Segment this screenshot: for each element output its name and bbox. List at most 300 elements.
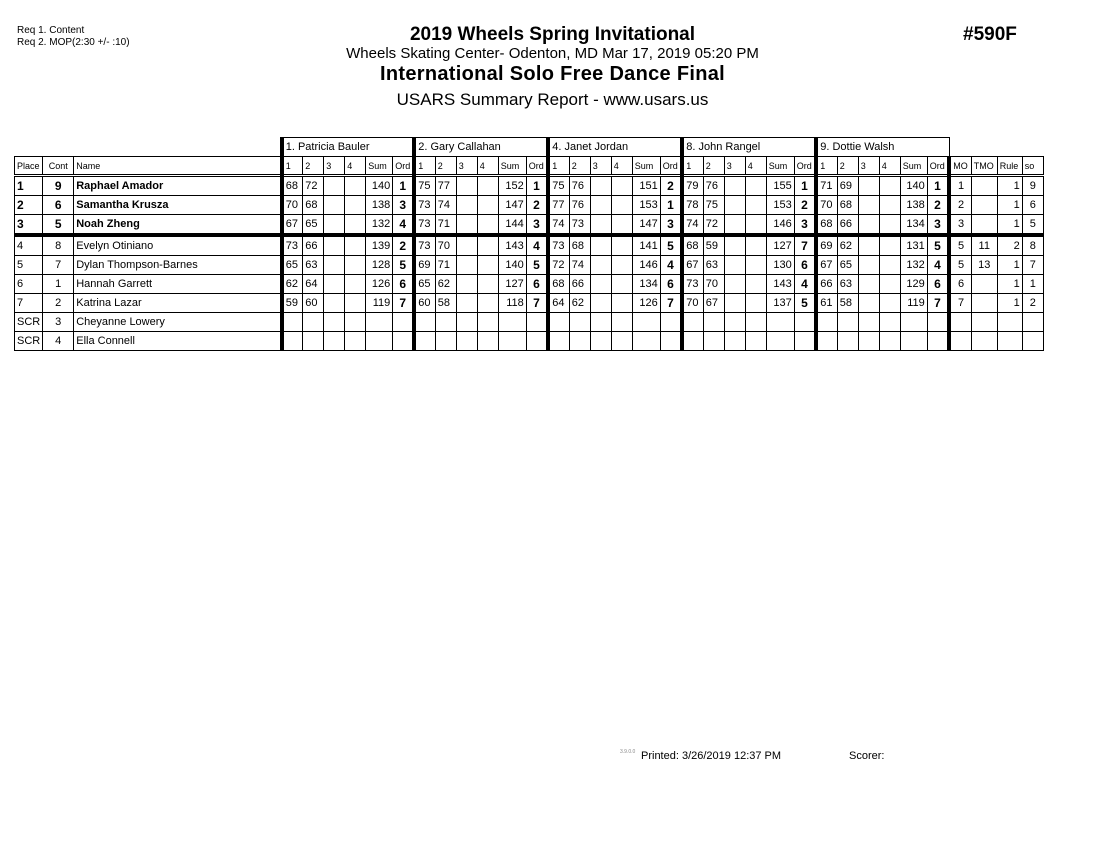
- judge4-s3-cell: [724, 275, 745, 294]
- judge3-s2-cell: [569, 313, 590, 332]
- judge3-ord-cell: 5: [660, 235, 682, 256]
- judge2-s2-cell: 71: [435, 215, 456, 236]
- judge3-s1-cell: 74: [548, 215, 569, 236]
- place-cell: 4: [15, 235, 43, 256]
- judge1-s1-cell: [282, 332, 303, 351]
- judge4-s1-cell: 78: [682, 196, 703, 215]
- judge4-sum-cell: 155: [766, 176, 794, 196]
- judge5-s1-cell: 67: [816, 256, 837, 275]
- requirement-2: Req 2. MOP(2:30 +/- :10): [17, 37, 130, 48]
- cont-cell: 1: [43, 275, 74, 294]
- judge2-s1-cell: [414, 332, 435, 351]
- name-cell: Hannah Garrett: [74, 275, 282, 294]
- judge4-s3-cell: [724, 313, 745, 332]
- event-title: International Solo Free Dance Final: [379, 63, 725, 85]
- judge4-s2-cell: [703, 332, 724, 351]
- judge2-ord-cell: 1: [526, 176, 548, 196]
- judge2-s2-cell: 58: [435, 294, 456, 313]
- judge2-s2-cell: 62: [435, 275, 456, 294]
- judge1-sum-cell: 138: [366, 196, 393, 215]
- judge4-s4-cell: [745, 215, 766, 236]
- judge1-s4-cell: [345, 332, 366, 351]
- judge2-s2-cell: 77: [435, 176, 456, 196]
- judge5-s3-cell: [858, 196, 879, 215]
- judge2-s3-cell: [456, 196, 477, 215]
- judge3-s1-cell: 68: [548, 275, 569, 294]
- judge1-s3-cell: [324, 215, 345, 236]
- judge4-s3-cell: [724, 332, 745, 351]
- col-header-rule: Rule: [997, 157, 1022, 176]
- judge2-sum-cell: 140: [498, 256, 526, 275]
- judge1-s3-cell: [324, 294, 345, 313]
- col-header-name: Name: [74, 157, 282, 176]
- judge5-s4-cell: [879, 275, 900, 294]
- judge5-sum-cell: 129: [900, 275, 927, 294]
- judge5-s1-cell: [816, 313, 837, 332]
- judge1-ord-cell: 3: [393, 196, 415, 215]
- judge4-s4-cell: [745, 332, 766, 351]
- judge2-s3-cell: [456, 256, 477, 275]
- judge4-s4-cell: [745, 196, 766, 215]
- rule-cell: 1: [997, 196, 1022, 215]
- judge5-sum-cell: 131: [900, 235, 927, 256]
- judge2-s3-cell: [456, 275, 477, 294]
- judge2-s3-cell: [456, 332, 477, 351]
- judge1-ord-cell: 5: [393, 256, 415, 275]
- col-header-judge5-sum: Sum: [900, 157, 927, 176]
- col-header-judge3-s3: 3: [590, 157, 611, 176]
- judge3-s1-cell: [548, 332, 569, 351]
- rule-cell: 1: [997, 275, 1022, 294]
- cont-cell: 7: [43, 256, 74, 275]
- place-cell: 7: [15, 294, 43, 313]
- judge3-s3-cell: [590, 256, 611, 275]
- judge2-s2-cell: 74: [435, 196, 456, 215]
- judge3-s3-cell: [590, 176, 611, 196]
- requirement-1: Req 1. Content: [17, 25, 85, 36]
- col-header-judge2-s3: 3: [456, 157, 477, 176]
- judge5-s2-cell: 69: [837, 176, 858, 196]
- judge5-s4-cell: [879, 313, 900, 332]
- name-cell: Ella Connell: [74, 332, 282, 351]
- name-cell: Cheyanne Lowery: [74, 313, 282, 332]
- tmo-cell: [971, 275, 997, 294]
- judge3-s4-cell: [611, 313, 632, 332]
- col-header-judge1-s2: 2: [303, 157, 324, 176]
- judge2-s2-cell: [435, 313, 456, 332]
- judge2-sum-cell: [498, 332, 526, 351]
- judge2-sum-cell: 147: [498, 196, 526, 215]
- col-header-judge2-s1: 1: [414, 157, 435, 176]
- judge3-sum-cell: 146: [632, 256, 660, 275]
- judge4-s1-cell: 79: [682, 176, 703, 196]
- judge3-s2-cell: 73: [569, 215, 590, 236]
- name-cell: Raphael Amador: [74, 176, 282, 196]
- judge5-ord-cell: 4: [927, 256, 949, 275]
- so-cell: [1022, 332, 1043, 351]
- judge5-s4-cell: [879, 235, 900, 256]
- table-row: [15, 332, 1044, 351]
- judge1-sum-cell: 140: [366, 176, 393, 196]
- judge5-sum-cell: [900, 332, 927, 351]
- judge1-s3-cell: [324, 275, 345, 294]
- judge3-s1-cell: 75: [548, 176, 569, 196]
- judge4-s1-cell: 68: [682, 235, 703, 256]
- judge3-s1-cell: 72: [548, 256, 569, 275]
- judge4-s3-cell: [724, 235, 745, 256]
- judge5-s2-cell: 65: [837, 256, 858, 275]
- judge3-s1-cell: 73: [548, 235, 569, 256]
- place-cell: 6: [15, 275, 43, 294]
- name-cell: Evelyn Otiniano: [74, 235, 282, 256]
- judge4-s4-cell: [745, 313, 766, 332]
- judge1-s4-cell: [345, 275, 366, 294]
- judge2-s1-cell: [414, 313, 435, 332]
- cont-cell: 9: [43, 176, 74, 196]
- judge2-s1-cell: 69: [414, 256, 435, 275]
- judge5-s2-cell: 68: [837, 196, 858, 215]
- col-header-judge3-s1: 1: [548, 157, 569, 176]
- judge4-s3-cell: [724, 256, 745, 275]
- col-header-judge4-s1: 1: [682, 157, 703, 176]
- judge3-s1-cell: 64: [548, 294, 569, 313]
- judge5-ord-cell: 2: [927, 196, 949, 215]
- judge1-s1-cell: 67: [282, 215, 303, 236]
- judge3-s3-cell: [590, 235, 611, 256]
- judge2-s4-cell: [477, 332, 498, 351]
- judge4-s4-cell: [745, 176, 766, 196]
- judge3-s2-cell: 74: [569, 256, 590, 275]
- judge3-s4-cell: [611, 332, 632, 351]
- judge3-s2-cell: 66: [569, 275, 590, 294]
- judge-4-name: 8. John Rangel: [682, 138, 816, 157]
- judge2-s1-cell: 73: [414, 215, 435, 236]
- judge3-ord-cell: 3: [660, 215, 682, 236]
- judge5-ord-cell: [927, 332, 949, 351]
- judge5-s4-cell: [879, 176, 900, 196]
- judge1-s1-cell: [282, 313, 303, 332]
- judge5-s3-cell: [858, 332, 879, 351]
- tmo-cell: [971, 176, 997, 196]
- so-cell: 5: [1022, 215, 1043, 236]
- col-header-judge5-s1: 1: [816, 157, 837, 176]
- judge4-s1-cell: 67: [682, 256, 703, 275]
- judge5-s1-cell: 70: [816, 196, 837, 215]
- place-cell: 3: [15, 215, 43, 236]
- judge4-s2-cell: [703, 313, 724, 332]
- judge5-s2-cell: 62: [837, 235, 858, 256]
- judge1-s2-cell: 72: [303, 176, 324, 196]
- col-header-judge2-s4: 4: [477, 157, 498, 176]
- mo-cell: 6: [949, 275, 971, 294]
- judge4-ord-cell: 4: [794, 275, 816, 294]
- judge1-s3-cell: [324, 176, 345, 196]
- judge4-s2-cell: 72: [703, 215, 724, 236]
- place-cell: 1: [15, 176, 43, 196]
- judge3-sum-cell: 126: [632, 294, 660, 313]
- col-header-so: so: [1022, 157, 1043, 176]
- mo-cell: 5: [949, 256, 971, 275]
- judge3-sum-cell: 153: [632, 196, 660, 215]
- tmo-cell: [971, 215, 997, 236]
- judge5-sum-cell: 132: [900, 256, 927, 275]
- judge3-sum-cell: 134: [632, 275, 660, 294]
- place-cell: SCR: [15, 332, 43, 351]
- judge1-sum-cell: 132: [366, 215, 393, 236]
- col-header-judge2-sum: Sum: [498, 157, 526, 176]
- judge1-ord-cell: 2: [393, 235, 415, 256]
- judge5-s3-cell: [858, 256, 879, 275]
- judge1-s4-cell: [345, 176, 366, 196]
- judge3-s3-cell: [590, 275, 611, 294]
- judge5-s2-cell: [837, 332, 858, 351]
- judge5-s2-cell: 66: [837, 215, 858, 236]
- judge3-sum-cell: 141: [632, 235, 660, 256]
- judge2-s4-cell: [477, 313, 498, 332]
- judge4-s1-cell: 74: [682, 215, 703, 236]
- tmo-cell: 13: [971, 256, 997, 275]
- judge2-ord-cell: 5: [526, 256, 548, 275]
- judge4-s4-cell: [745, 256, 766, 275]
- judge2-ord-cell: [526, 313, 548, 332]
- table-row: [15, 215, 1044, 236]
- judge5-s2-cell: 58: [837, 294, 858, 313]
- judge1-s1-cell: 73: [282, 235, 303, 256]
- judge2-s3-cell: [456, 176, 477, 196]
- column-header-row: [15, 157, 1044, 176]
- judge1-sum-cell: 128: [366, 256, 393, 275]
- judge1-s3-cell: [324, 256, 345, 275]
- judge1-s3-cell: [324, 313, 345, 332]
- judge2-s3-cell: [456, 215, 477, 236]
- mo-cell: [949, 332, 971, 351]
- judge5-s1-cell: 71: [816, 176, 837, 196]
- judge2-s3-cell: [456, 313, 477, 332]
- name-cell: Katrina Lazar: [74, 294, 282, 313]
- mo-cell: 2: [949, 196, 971, 215]
- judge1-ord-cell: [393, 332, 415, 351]
- judge4-s2-cell: 75: [703, 196, 724, 215]
- name-cell: Noah Zheng: [74, 215, 282, 236]
- judge3-s3-cell: [590, 313, 611, 332]
- col-header-judge4-s3: 3: [724, 157, 745, 176]
- judge3-s4-cell: [611, 215, 632, 236]
- judge4-sum-cell: 127: [766, 235, 794, 256]
- judge3-s2-cell: 68: [569, 235, 590, 256]
- judge-5-name: 9. Dottie Walsh: [816, 138, 949, 157]
- col-header-cont: Cont: [43, 157, 74, 176]
- cont-cell: 6: [43, 196, 74, 215]
- table-row: [15, 313, 1044, 332]
- col-header-judge2-ord: Ord: [526, 157, 548, 176]
- mo-cell: 3: [949, 215, 971, 236]
- judge5-s3-cell: [858, 215, 879, 236]
- judge3-sum-cell: 147: [632, 215, 660, 236]
- judge4-s1-cell: [682, 313, 703, 332]
- judge1-s4-cell: [345, 313, 366, 332]
- judge5-sum-cell: 138: [900, 196, 927, 215]
- mo-cell: [949, 313, 971, 332]
- judge3-s3-cell: [590, 332, 611, 351]
- judge4-s2-cell: 76: [703, 176, 724, 196]
- tmo-cell: [971, 313, 997, 332]
- judge3-s1-cell: 77: [548, 196, 569, 215]
- judge2-s4-cell: [477, 196, 498, 215]
- judge2-ord-cell: 7: [526, 294, 548, 313]
- col-header-judge5-s2: 2: [837, 157, 858, 176]
- printed-timestamp: Printed: 3/26/2019 12:37 PM: [641, 750, 782, 762]
- so-cell: 8: [1022, 235, 1043, 256]
- judge2-s1-cell: 73: [414, 196, 435, 215]
- col-header-judge1-s4: 4: [345, 157, 366, 176]
- judge4-s3-cell: [724, 196, 745, 215]
- judge4-s2-cell: 67: [703, 294, 724, 313]
- judge1-s2-cell: 66: [303, 235, 324, 256]
- col-header-judge1-s1: 1: [282, 157, 303, 176]
- judge3-s4-cell: [611, 235, 632, 256]
- table-row: [15, 196, 1044, 215]
- judge1-sum-cell: 126: [366, 275, 393, 294]
- judge3-s4-cell: [611, 256, 632, 275]
- tmo-cell: [971, 196, 997, 215]
- place-cell: 2: [15, 196, 43, 215]
- rule-cell: [997, 313, 1022, 332]
- judge2-ord-cell: 6: [526, 275, 548, 294]
- judge1-sum-cell: 139: [366, 235, 393, 256]
- judge2-s3-cell: [456, 294, 477, 313]
- judge1-ord-cell: 1: [393, 176, 415, 196]
- judge4-s4-cell: [745, 235, 766, 256]
- judge5-s2-cell: 63: [837, 275, 858, 294]
- judge1-sum-cell: 119: [366, 294, 393, 313]
- col-header-judge5-ord: Ord: [927, 157, 949, 176]
- judge5-s3-cell: [858, 235, 879, 256]
- judge4-ord-cell: [794, 313, 816, 332]
- table-row: [15, 275, 1044, 294]
- col-header-judge3-sum: Sum: [632, 157, 660, 176]
- judge1-s2-cell: 60: [303, 294, 324, 313]
- report-title: USARS Summary Report - www.usars.us: [396, 90, 709, 109]
- judge3-sum-cell: [632, 313, 660, 332]
- judge3-s1-cell: [548, 313, 569, 332]
- judge-header-row: [15, 138, 1044, 157]
- cont-cell: 5: [43, 215, 74, 236]
- judge5-sum-cell: 119: [900, 294, 927, 313]
- judge5-s1-cell: 68: [816, 215, 837, 236]
- judge1-s3-cell: [324, 196, 345, 215]
- judge4-sum-cell: 146: [766, 215, 794, 236]
- judge4-s2-cell: 59: [703, 235, 724, 256]
- table-row: [15, 235, 1044, 256]
- so-cell: 2: [1022, 294, 1043, 313]
- judge3-sum-cell: [632, 332, 660, 351]
- place-cell: SCR: [15, 313, 43, 332]
- col-header-judge4-ord: Ord: [794, 157, 816, 176]
- judge2-s4-cell: [477, 235, 498, 256]
- competition-title: 2019 Wheels Spring Invitational: [409, 24, 696, 45]
- judge5-s1-cell: 66: [816, 275, 837, 294]
- mo-cell: 7: [949, 294, 971, 313]
- judge2-s1-cell: 75: [414, 176, 435, 196]
- version-label: 3.9.0.0: [620, 749, 636, 755]
- judge5-sum-cell: [900, 313, 927, 332]
- rule-cell: 1: [997, 215, 1022, 236]
- judge4-s4-cell: [745, 294, 766, 313]
- place-cell: 5: [15, 256, 43, 275]
- judge3-sum-cell: 151: [632, 176, 660, 196]
- judge5-ord-cell: 5: [927, 235, 949, 256]
- col-header-mo: MO: [949, 157, 971, 176]
- judge3-s3-cell: [590, 215, 611, 236]
- judge1-sum-cell: [366, 332, 393, 351]
- col-header-judge3-s4: 4: [611, 157, 632, 176]
- judge2-sum-cell: 143: [498, 235, 526, 256]
- judge5-ord-cell: 6: [927, 275, 949, 294]
- judge4-ord-cell: 6: [794, 256, 816, 275]
- results-table: [14, 137, 1044, 351]
- judge-1-name: 1. Patricia Bauler: [282, 138, 415, 157]
- judge3-s4-cell: [611, 196, 632, 215]
- judge4-s1-cell: 70: [682, 294, 703, 313]
- rule-cell: [997, 332, 1022, 351]
- requirements: [17, 25, 130, 49]
- judge5-ord-cell: 1: [927, 176, 949, 196]
- col-header-judge4-s2: 2: [703, 157, 724, 176]
- judge4-sum-cell: 153: [766, 196, 794, 215]
- judge2-s1-cell: 60: [414, 294, 435, 313]
- judge1-ord-cell: 4: [393, 215, 415, 236]
- judge2-s2-cell: [435, 332, 456, 351]
- judge2-s4-cell: [477, 256, 498, 275]
- judge3-s4-cell: [611, 176, 632, 196]
- judge2-ord-cell: 3: [526, 215, 548, 236]
- so-cell: 1: [1022, 275, 1043, 294]
- judge3-s2-cell: [569, 332, 590, 351]
- judge1-s3-cell: [324, 235, 345, 256]
- judge5-s3-cell: [858, 275, 879, 294]
- judge1-s4-cell: [345, 196, 366, 215]
- judge4-ord-cell: 5: [794, 294, 816, 313]
- judge2-s2-cell: 71: [435, 256, 456, 275]
- judge4-s2-cell: 70: [703, 275, 724, 294]
- judge3-ord-cell: [660, 332, 682, 351]
- judge1-s4-cell: [345, 215, 366, 236]
- judge4-s2-cell: 63: [703, 256, 724, 275]
- judge1-ord-cell: [393, 313, 415, 332]
- col-header-judge4-sum: Sum: [766, 157, 794, 176]
- name-cell: Samantha Krusza: [74, 196, 282, 215]
- judge5-ord-cell: 7: [927, 294, 949, 313]
- judge2-sum-cell: 152: [498, 176, 526, 196]
- judge1-s4-cell: [345, 294, 366, 313]
- judge4-s4-cell: [745, 275, 766, 294]
- judge-2-name: 2. Gary Callahan: [414, 138, 548, 157]
- judge2-ord-cell: 4: [526, 235, 548, 256]
- judge4-sum-cell: 130: [766, 256, 794, 275]
- rule-cell: 1: [997, 176, 1022, 196]
- judge3-ord-cell: 4: [660, 256, 682, 275]
- judge5-s1-cell: [816, 332, 837, 351]
- judge1-ord-cell: 6: [393, 275, 415, 294]
- judge1-s1-cell: 59: [282, 294, 303, 313]
- judge2-s3-cell: [456, 235, 477, 256]
- table-row: [15, 294, 1044, 313]
- judge2-s1-cell: 65: [414, 275, 435, 294]
- judge1-s2-cell: 64: [303, 275, 324, 294]
- judge5-s1-cell: 69: [816, 235, 837, 256]
- judge3-s2-cell: 76: [569, 196, 590, 215]
- col-header-judge1-s3: 3: [324, 157, 345, 176]
